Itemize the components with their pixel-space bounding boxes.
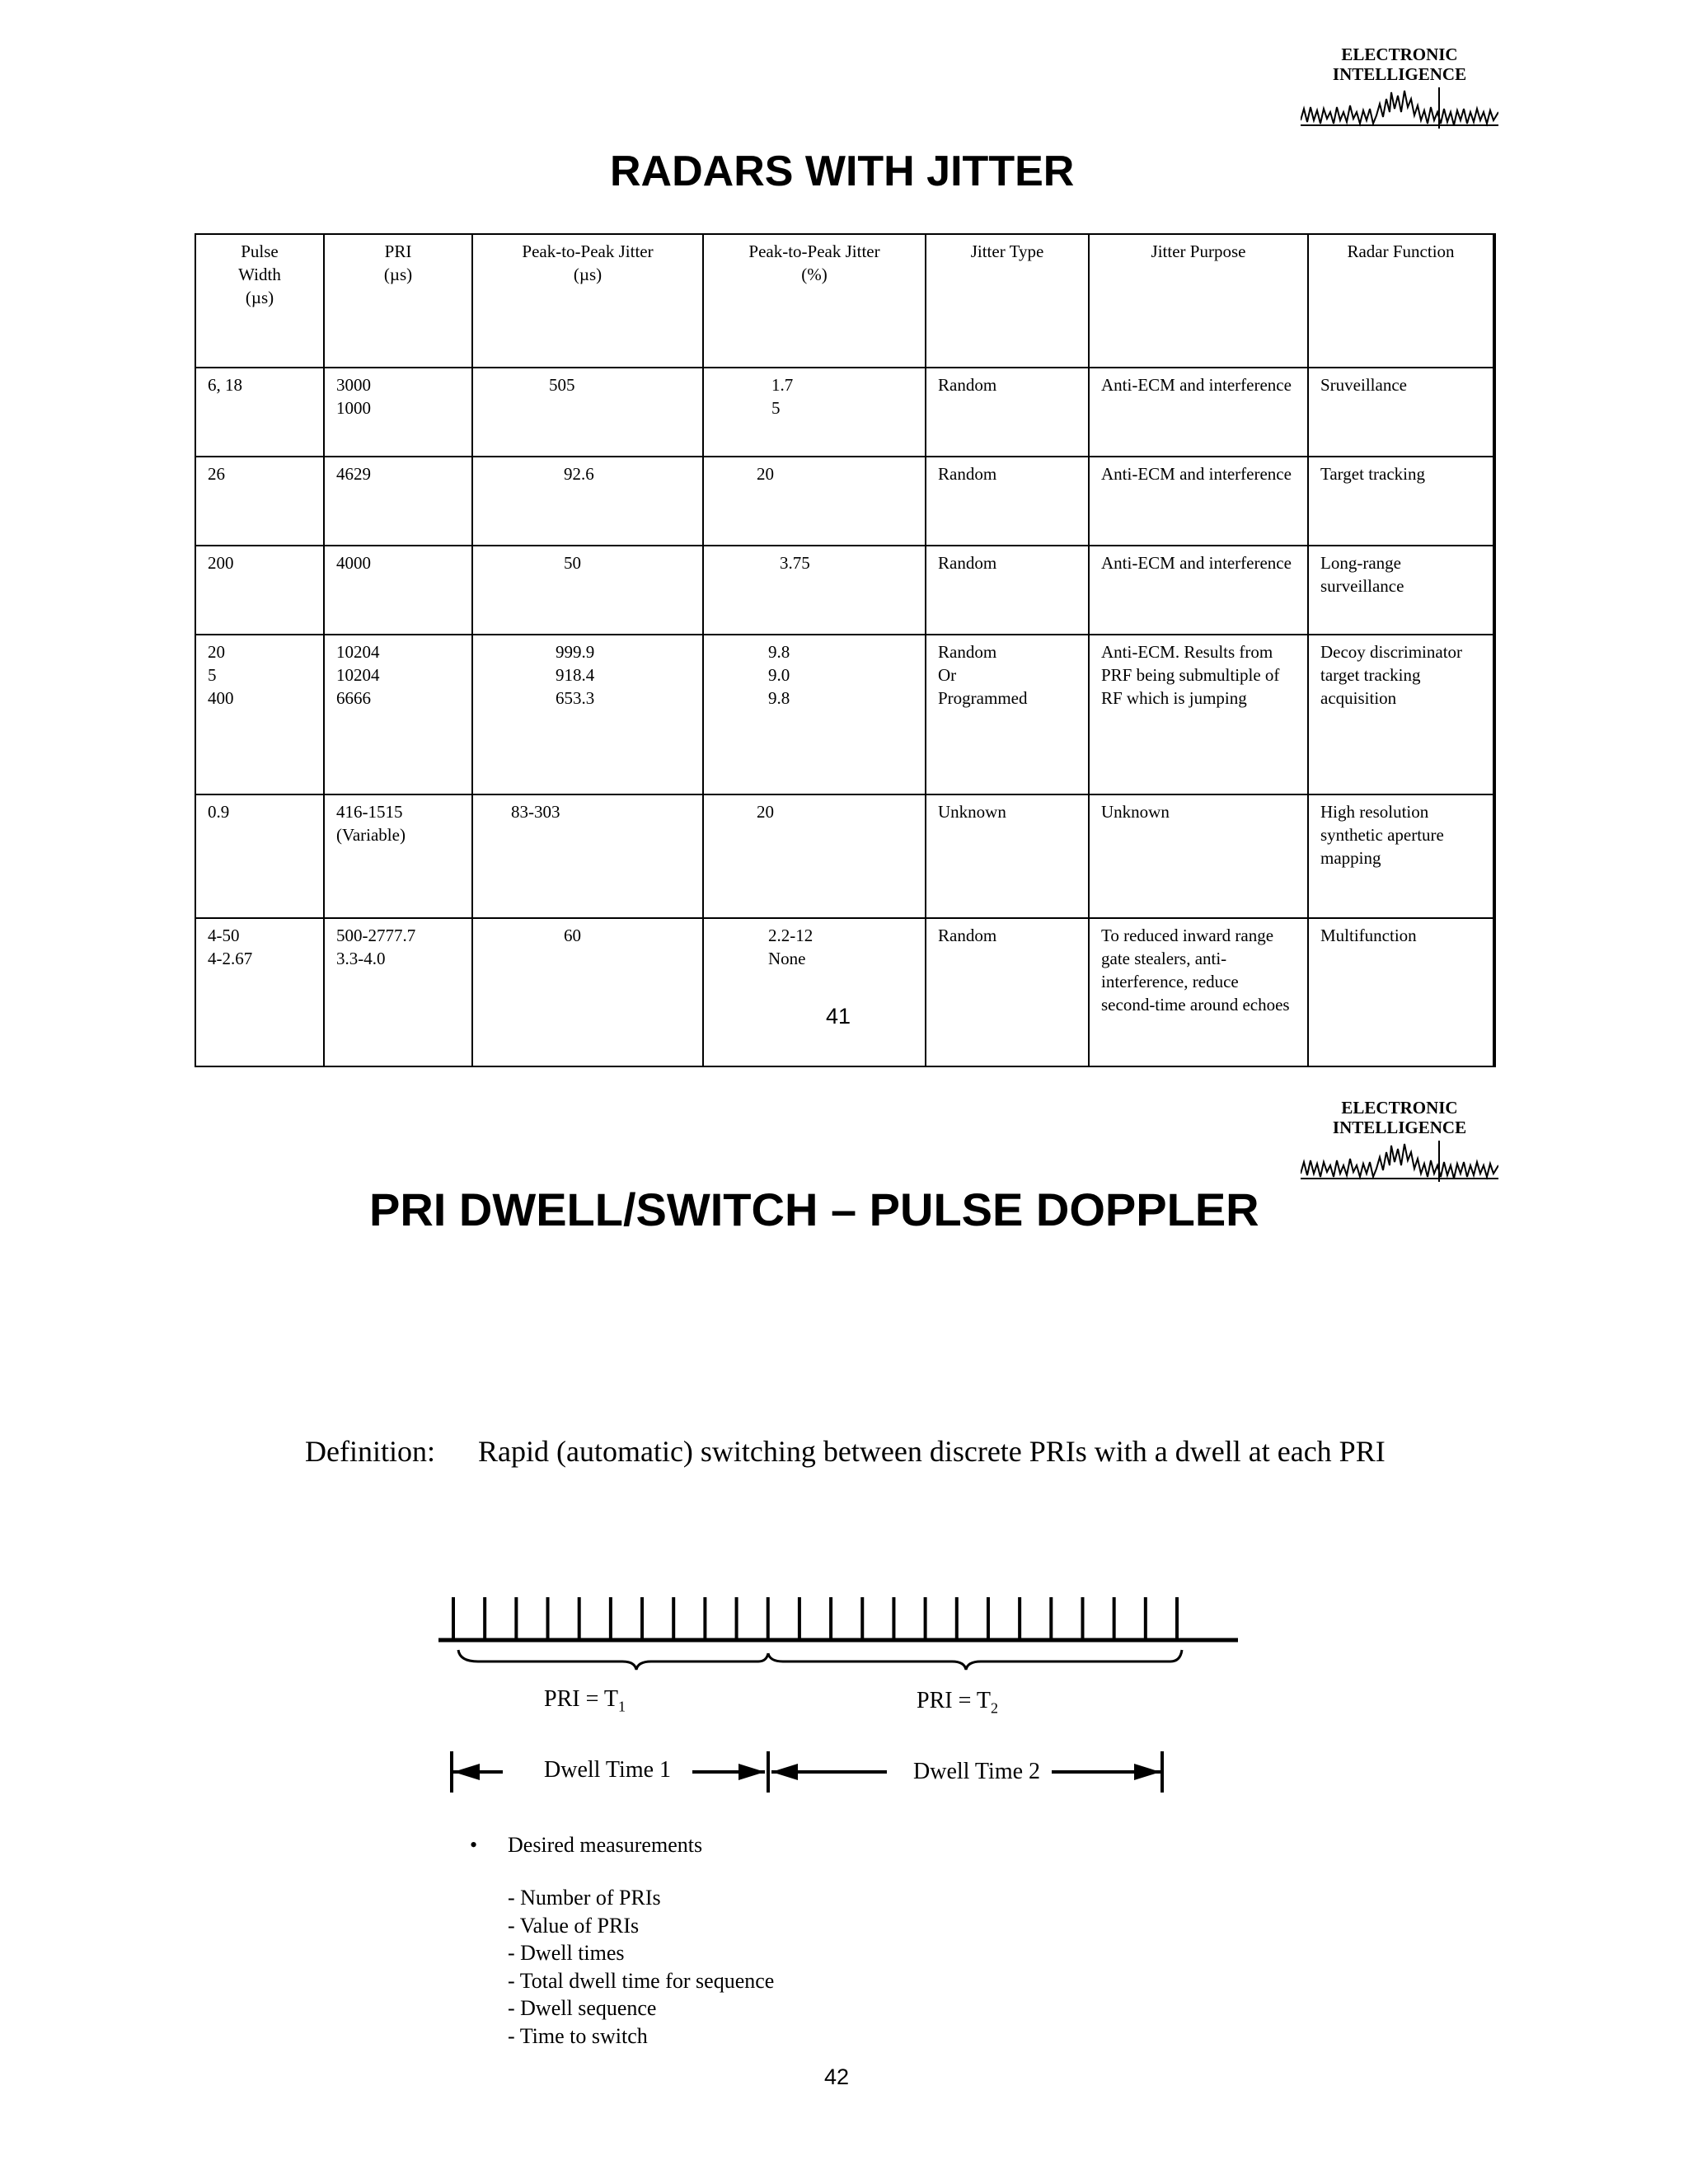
table-cell [1089,457,1308,546]
bullet-heading: Desired measurements [508,1833,703,1857]
table-cell [324,918,472,1066]
pri2-label: PRI = $T_2$ [917,1688,998,1717]
page-number: 41 [826,1004,851,1029]
pulse-train [453,1597,1177,1640]
column-header [926,234,1089,368]
header-line: Peak-to-Peak Jitter [748,241,880,261]
table-row [195,918,1494,1066]
cell-line: 26 [208,464,225,484]
table-cell [472,457,703,546]
cell-line: Random [938,642,997,662]
cell-line: None [768,949,806,968]
table-cell [1308,635,1494,794]
cell-line: Or [938,665,957,685]
header-line: Jitter Type [970,241,1044,261]
table-cell [926,635,1089,794]
cell-line: 10204 [336,642,380,662]
table-cell [195,457,324,546]
cell-line: 50 [564,553,581,573]
table-cell [926,794,1089,918]
table-row [195,635,1494,794]
desired-measurements [470,1831,774,2050]
table-cell [472,368,703,457]
table-cell [472,918,703,1066]
table-cell [926,368,1089,457]
cell-line: 5 [771,398,781,418]
column-header [195,234,324,368]
cell-line: 400 [208,688,234,708]
header-line: Pulse [241,241,279,261]
definition-label: Definition: [305,1435,435,1468]
table-cell [472,546,703,635]
cell-text: Anti-ECM and interference [1101,553,1292,573]
table-cell [324,457,472,546]
list-item: - Time to switch [508,2023,648,2048]
pri1-label: PRI = $T_1$ [544,1686,626,1715]
logo-line1: ELECTRONIC [1341,45,1458,64]
column-header [1308,234,1494,368]
list-item: - Number of PRIs [508,1886,661,1910]
cell-line: Unknown [938,802,1006,822]
definition-text: Rapid (automatic) switching between discrete PRIs with a dwell at each PRI [478,1435,1386,1468]
table-cell [926,457,1089,546]
cell-text: To reduced inward range gate stealers, anti-interference, reduce second-time around echoes [1101,926,1290,1015]
cell-text: Multifunction [1320,926,1417,945]
cell-text: Anti-ECM and interference [1101,375,1292,395]
column-header [324,234,472,368]
table-cell [1308,546,1494,635]
cell-line: Random [938,375,997,395]
cell-line: 918.4 [556,665,595,685]
table-cell [703,457,926,546]
pri2-brace [768,1650,1182,1670]
page-42 [0,1088,1688,2184]
logo-text [1292,45,1507,84]
logo-line2: INTELLIGENCE [1332,1118,1467,1137]
cell-line: 4629 [336,464,371,484]
table-cell [1089,635,1308,794]
list-item: - Value of PRIs [508,1913,640,1938]
table-cell [703,918,926,1066]
table-cell [926,546,1089,635]
cell-line: 3.3-4.0 [336,949,386,968]
cell-text: Decoy discriminator target tracking acquisition [1320,642,1463,708]
cell-text: Long-range surveillance [1320,553,1404,596]
cell-line: 9.0 [768,665,790,685]
cell-line: 20 [757,802,774,822]
cell-line: 10204 [336,665,380,685]
table-cell [195,918,324,1066]
table-cell [195,546,324,635]
cell-line: 0.9 [208,802,230,822]
bullet-dot: • [470,1833,478,1857]
table-cell [703,635,926,794]
cell-line: 4-50 [208,926,240,945]
page-title: PRI DWELL/SWITCH – PULSE DOPPLER [369,1183,1259,1235]
cell-line: 4-2.67 [208,949,253,968]
table-cell [1089,546,1308,635]
electronic-intelligence-logo [1301,45,1498,129]
table-row [195,368,1494,457]
header-line: PRI [384,241,412,261]
table-cell [1089,368,1308,457]
definition [305,1434,1386,1469]
cell-line: Random [938,926,997,945]
cell-line: 416-1515 [336,802,403,822]
cell-line: 83-303 [511,802,560,822]
logo-line1: ELECTRONIC [1341,1098,1458,1118]
dwell1-right-arrow-icon [738,1764,765,1780]
cell-text: High resolution synthetic aperture mapping [1320,802,1444,868]
table-cell [703,368,926,457]
cell-line: 653.3 [556,688,595,708]
table-cell [195,368,324,457]
cell-line: Random [938,553,997,573]
table-cell [926,918,1089,1066]
cell-line: 200 [208,553,234,573]
table-cell [1308,368,1494,457]
table-cell [324,368,472,457]
header-line: Peak-to-Peak Jitter [522,241,654,261]
cell-line: 6, 18 [208,375,242,395]
column-header [1089,234,1308,368]
cell-line: 6666 [336,688,371,708]
dwell2-right-arrow-icon [1134,1764,1160,1780]
table-cell [195,794,324,918]
header-line: Radar Function [1347,241,1455,261]
list-item: - Dwell sequence [508,1996,657,2020]
column-header [472,234,703,368]
page-41 [0,0,1688,1088]
table-cell [1089,918,1308,1066]
dwell2-label: Dwell Time 2 [913,1759,1041,1784]
page-title: RADARS WITH JITTER [610,148,1075,195]
logo-line2: INTELLIGENCE [1332,64,1467,84]
signal-waveform-icon [1301,87,1498,129]
cell-line: 60 [564,926,581,945]
dwell1-left-arrow-icon [453,1764,480,1780]
list-item: - Dwell times [508,1941,625,1965]
table-cell [1308,918,1494,1066]
cell-line: 500-2777.7 [336,926,416,945]
table-cell [1308,457,1494,546]
table-row [195,794,1494,918]
cell-line: 20 [208,642,225,662]
cell-line: (Variable) [336,825,406,845]
cell-text: Sruveillance [1320,375,1407,395]
cell-line: 505 [549,375,575,395]
cell-line: 92.6 [564,464,594,484]
cell-text: Anti-ECM and interference [1101,464,1292,484]
cell-line: 2.2-12 [768,926,814,945]
pri-dwell-diagram [429,1582,1253,1801]
cell-text: Unknown [1101,802,1170,822]
cell-line: Random [938,464,997,484]
signal-waveform-icon [1301,1141,1498,1182]
cell-line: 3000 [336,375,371,395]
cell-text: Target tracking [1320,464,1426,484]
table-cell [472,794,703,918]
page-number: 42 [824,2064,850,2089]
measurement-list [508,1884,774,2050]
table-cell [1308,794,1494,918]
table-cell [1089,794,1308,918]
table-cell [324,635,472,794]
table-row [195,457,1494,546]
cell-line: 3.75 [780,553,810,573]
logo-text [1292,1098,1507,1137]
header-line: (%) [801,265,828,284]
table-cell [703,546,926,635]
cell-line: 9.8 [768,688,790,708]
pri1-brace [458,1650,768,1670]
cell-text: Anti-ECM. Results from PRF being submultiple of RF which is jumping [1101,642,1280,708]
table-cell [472,635,703,794]
cell-line: 1000 [336,398,371,418]
dwell1-label: Dwell Time 1 [544,1757,672,1783]
header-line: (µs) [573,265,603,284]
cell-line: 20 [757,464,774,484]
table-cell [195,635,324,794]
cell-line: Programmed [938,688,1028,708]
table-cell [324,546,472,635]
header-line: Jitter Purpose [1151,241,1246,261]
radar-jitter-table [195,233,1496,1067]
cell-line: 5 [208,665,217,685]
header-line: (µs) [245,288,274,307]
electronic-intelligence-logo [1301,1098,1498,1182]
list-item: - Total dwell time for sequence [508,1968,775,1993]
cell-line: 9.8 [768,642,790,662]
table-cell [324,794,472,918]
table-cell [703,794,926,918]
header-line: Width [238,265,281,284]
cell-line: 4000 [336,553,371,573]
column-header [703,234,926,368]
cell-line: 999.9 [556,642,595,662]
table-row [195,546,1494,635]
cell-line: 1.7 [771,375,794,395]
table-header-row [195,234,1494,368]
header-line: (µs) [383,265,413,284]
